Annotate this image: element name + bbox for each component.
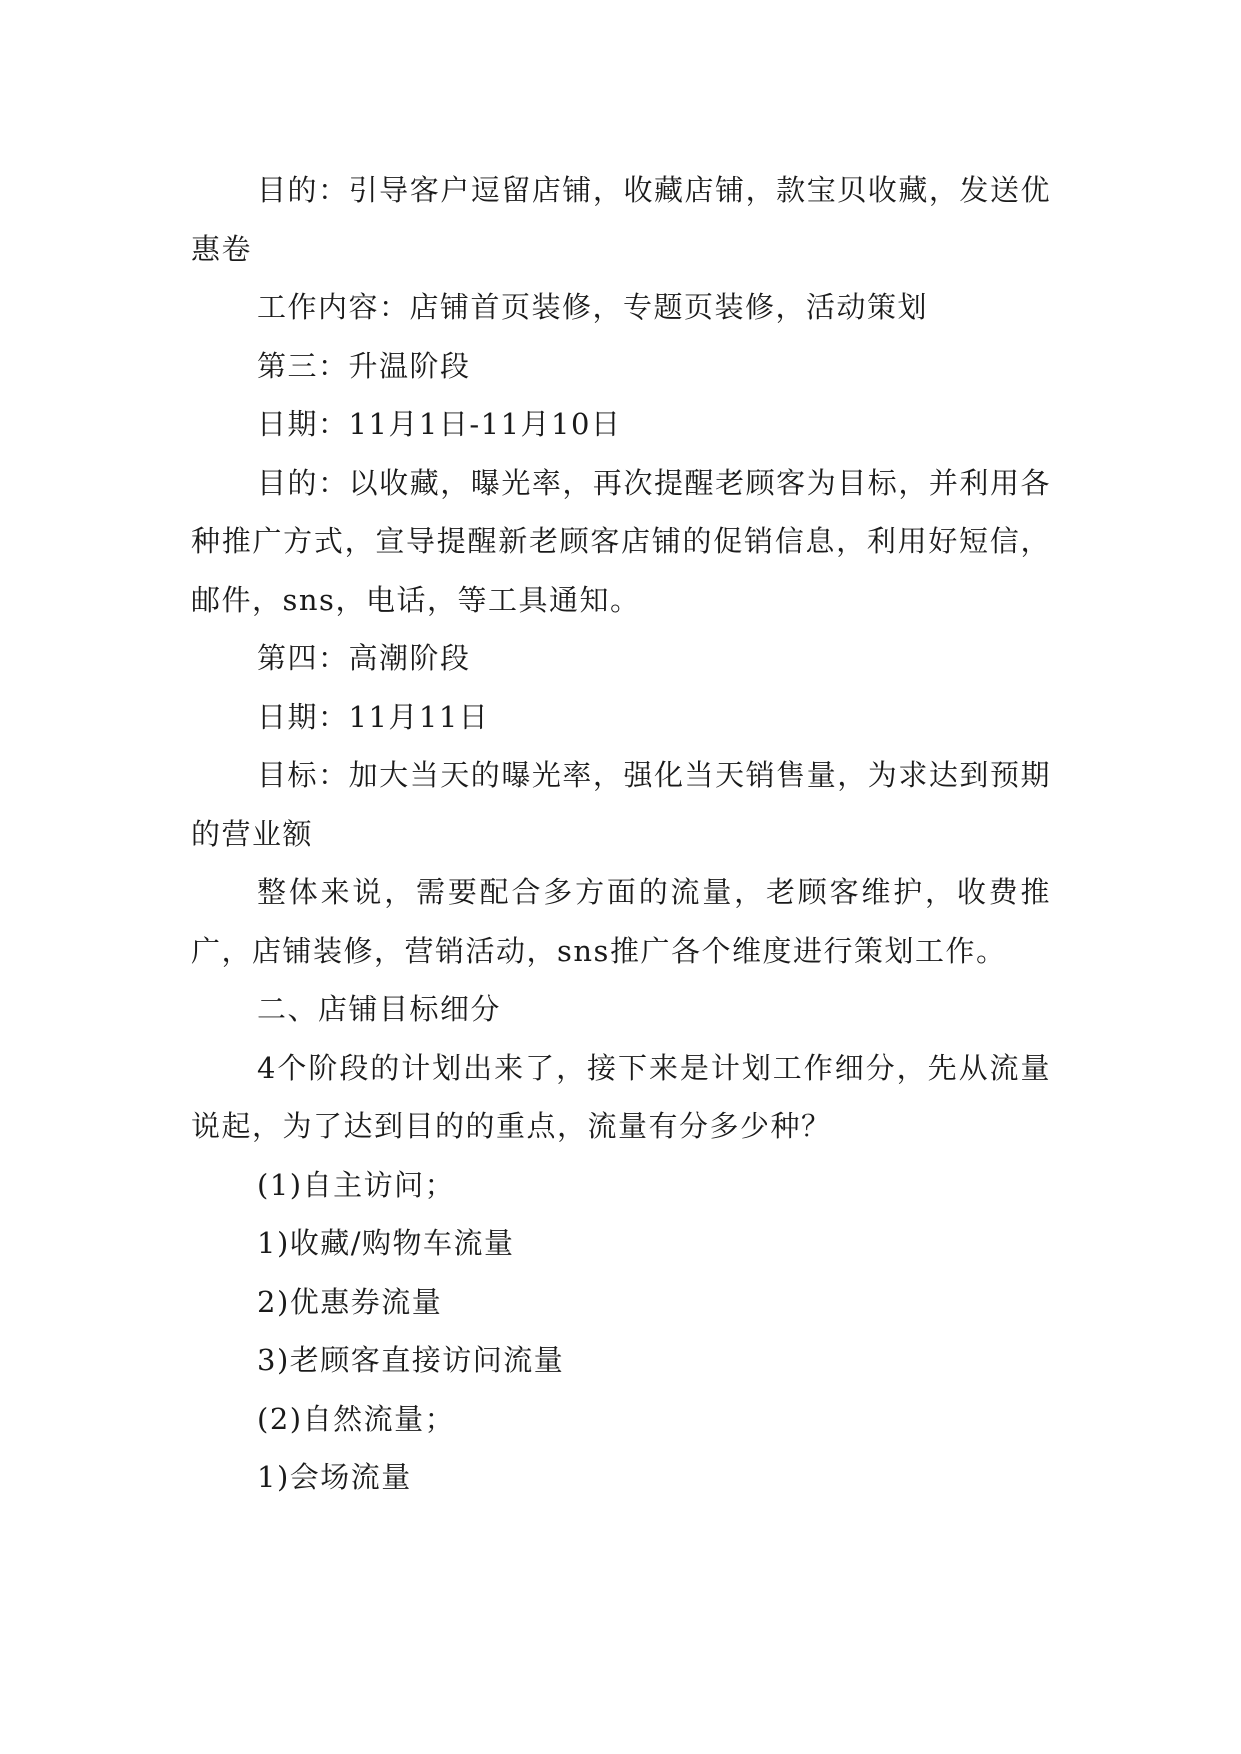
section-heading-store-goals: 二、店铺目标细分 — [257, 992, 502, 1026]
list-item-returning-customer: 3)老顾客直接访问流量 — [257, 1343, 565, 1377]
list-item-self-visit: (1)自主访问； — [257, 1167, 456, 1202]
document-body — [191, 161, 1051, 1507]
paragraph-work-content: 工作内容：店铺首页装修，专题页装修，活动策划 — [257, 290, 929, 324]
paragraph-purpose-2: 目的：以收藏，曝光率，再次提醒老顾客为目标，并利用各种推广方式，宣导提醒新老顾客店铺的促销信息，利用好短信，邮件，sns，电话，等工具通知。 — [191, 465, 1051, 617]
paragraph-date-stage-four: 日期：11月11日 — [257, 699, 490, 734]
list-item-natural-traffic: (2)自然流量； — [257, 1401, 456, 1436]
paragraph-purpose-1: 目的：引导客户逗留店铺，收藏店铺，款宝贝收藏，发送优惠卷 — [191, 173, 1051, 266]
paragraph-date-stage-three: 日期：11月1日-11月10日 — [257, 407, 622, 441]
paragraph-summary: 整体来说，需要配合多方面的流量，老顾客维护，收费推广，店铺装修，营销活动，sns推广各个维度进行策划工作。 — [191, 875, 1051, 968]
list-item-favorites-cart: 1)收藏/购物车流量 — [257, 1226, 515, 1260]
paragraph-stage-three-heading: 第三：升温阶段 — [257, 348, 471, 383]
paragraph-plan-breakdown: 4个阶段的计划出来了，接下来是计划工作细分，先从流量说起，为了达到目的的重点，流量有分多少种？ — [191, 1050, 1051, 1143]
paragraph-stage-four-heading: 第四：高潮阶段 — [257, 641, 471, 675]
list-item-coupon: 2)优惠券流量 — [257, 1284, 443, 1319]
list-item-venue-traffic: 1)会场流量 — [257, 1460, 412, 1494]
paragraph-goal: 目标：加大当天的曝光率，强化当天销售量，为求达到预期的营业额 — [191, 758, 1051, 851]
